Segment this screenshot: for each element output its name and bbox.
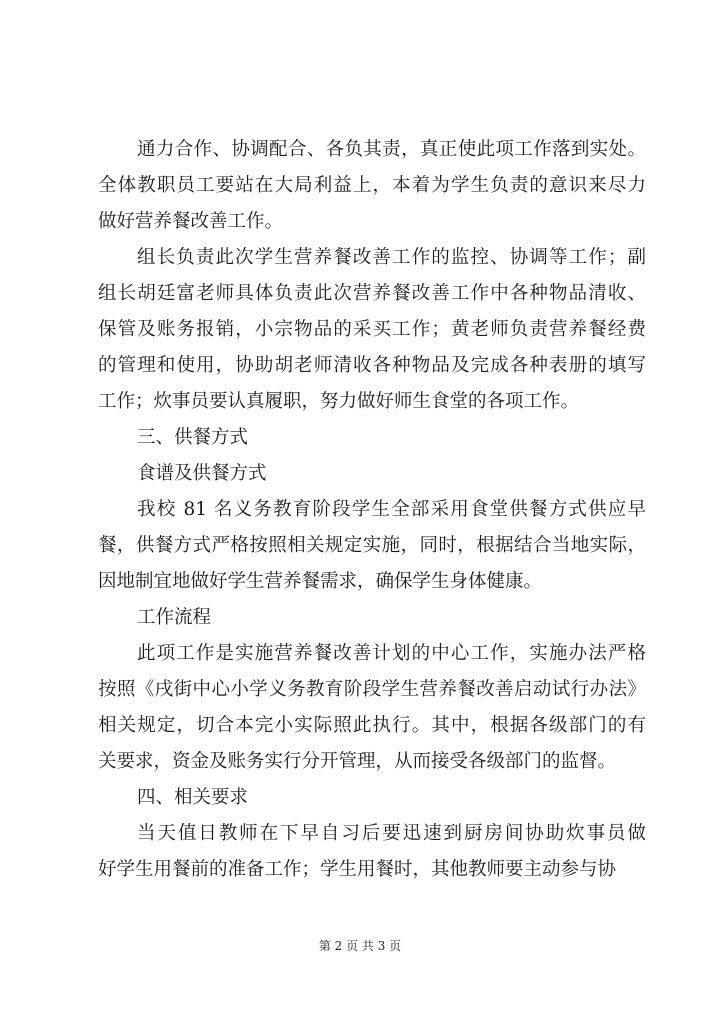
paragraph	[98, 420, 646, 456]
paragraph	[98, 132, 646, 240]
text-line: 餐，供餐方式严格按照相关规定实施，同时，根据结合当地实际，	[98, 535, 646, 556]
paragraph	[98, 636, 646, 780]
text-line: 保管及账务报销，小宗物品的采买工作；黄老师负责营养餐经费	[98, 319, 646, 340]
text-line: 按照《戌街中心小学义务教育阶段学生营养餐改善启动试行办法》	[98, 679, 646, 700]
heading-line: 食谱及供餐方式	[137, 463, 267, 484]
paragraph	[98, 456, 646, 492]
text-line: 当天值日教师在下早自习后要迅速到厨房间协助炊事员做	[137, 823, 646, 844]
text-line: 工作；炊事员要认真履职，努力做好师生食堂的各项工作。	[98, 391, 580, 412]
paragraph	[98, 816, 646, 888]
heading-line: 四、相关要求	[137, 787, 249, 808]
text-line: 此项工作是实施营养餐改善计划的中心工作，实施办法严格	[137, 643, 646, 664]
text-line: 好学生用餐前的准备工作；学生用餐时，其他教师要主动参与协	[98, 859, 617, 880]
text-line: 因地制宜地做好学生营养餐需求，确保学生身体健康。	[98, 571, 543, 592]
text-line: 做好营养餐改善工作。	[98, 211, 284, 232]
text-line: 组长胡廷富老师具体负责此次营养餐改善工作中各种物品清收、	[98, 283, 646, 304]
text-line: 全体教职员工要站在大局利益上，本着为学生负责的意识来尽力	[98, 175, 646, 196]
paragraph	[98, 240, 646, 420]
text-line: 组长负责此次学生营养餐改善工作的监控、协调等工作；副	[137, 247, 646, 268]
paragraph	[98, 600, 646, 636]
text-line: 相关规定，切合本完小实际照此执行。其中，根据各级部门的有	[98, 715, 646, 736]
document-body	[98, 132, 646, 888]
paragraph	[98, 780, 646, 816]
page-footer: 第 2 页 共 3 页	[318, 939, 402, 953]
heading-line: 工作流程	[137, 607, 212, 628]
text-line: 我校 81 名义务教育阶段学生全部采用食堂供餐方式供应早	[137, 499, 646, 520]
heading-line: 三、供餐方式	[137, 427, 249, 448]
text-line: 关要求，资金及账务实行分开管理，从而接受各级部门的监督。	[98, 751, 617, 772]
text-line: 通力合作、协调配合、各负其责，真正使此项工作落到实处。	[137, 139, 646, 160]
text-line: 的管理和使用，协助胡老师清收各种物品及完成各种表册的填写	[98, 355, 646, 376]
paragraph	[98, 492, 646, 600]
